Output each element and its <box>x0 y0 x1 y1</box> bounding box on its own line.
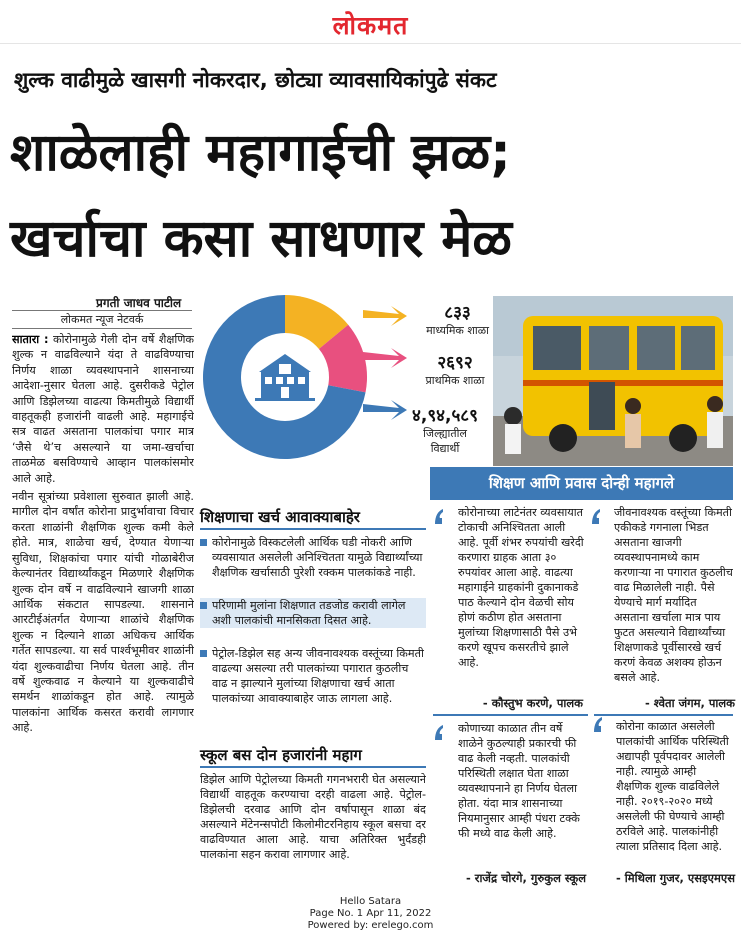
quote-icon <box>433 508 451 524</box>
agency-credit: लोकमत न्यूज नेटवर्क <box>12 310 192 329</box>
newspaper-logo: लोकमत <box>332 11 409 40</box>
quote-author-1: - कौस्तुभ करणे, पालक <box>482 696 583 710</box>
stat-label: माध्यमिक शाळा <box>426 324 489 337</box>
arrow-icon <box>363 348 407 368</box>
body-paragraph-2: नवीन सूत्रांच्या प्रवेशाला सुरुवात झाली आहे. मागील दोन वर्षांत कोरोना प्रादुर्भावाचा विचार करता शाळांनी शैक्षणिक शुल्क कमी केले होते. मात्र, शाळेचा खर्च, देण्यात येणाऱ्या सुविधा, शिक्षकांचा पगार यांची गोळाबेरीज केल्यानंतर विद्यार्थ्यांकडून मिळणारे शैक्षणिक शुल्क दोन वर्षे न वाढविल्याने खाजगी शाळा आर्थिक संकटात सापडल्या. शासनाने आरटीईअंतर्गत येणाऱ्या शाळांचे शैक्षणिक शुल्क न दिल्याने शाळा अधिकच आर्थिक गर्तेत सापडल्या. या सर्व पार्श्वभूमीवर शाळांनी यंदा शुल्कवाढीचा निर्णय घेतला आहे. तीन वर्षे शुल्कवाढ न केल्याने या शुल्कवाढीचे समर्थन शाळांकडून होत आहे. त्यामुळे पालकांना आर्थिक कसरत करावी लागणार आहे. <box>12 490 194 735</box>
stat-label: जिल्ह्यातील <box>423 427 467 440</box>
section-rule <box>200 528 426 530</box>
stat-value: ४,९४,५८९ <box>412 406 478 426</box>
body-text-1: कोरोनामुळे गेली दोन वर्षे शैक्षणिक शुल्क न वाढविल्याने यंदा ते वाढविण्याचा निर्णय शाळा व्यवस्थापनाने शासनाच्या आदेशा-नुसार घेतला आहे. दुसरीकडे पेट्रोल आणि डिझेलच्या वाढत्या किमतीमुळे विद्यार्थी वाहतूकही हजारांनी वाढली आहे. महागाईचे सत्र वाढत असताना पालकांचा पगार मात्र ‘जैसे थे’च असल्याने या जमा-खर्चाचा ताळमेळ बसविण्याचे आव्हान पालकांसमोर आले आहे. <box>12 333 194 485</box>
headline-line-2: खर्चाचा कसा साधणार मेळ <box>10 209 512 269</box>
school-bus-photo <box>493 296 733 466</box>
section-banner: शिक्षण आणि प्रवास दोन्ही महागले <box>430 467 733 500</box>
quote-author-3: - राजेंद्र चोरगे, गुरुकुल स्कूल <box>465 871 586 885</box>
quote-1: कोरोनाच्या लाटेनंतर व्यवसायात टोकाची अनिश्चितता आली आहे. पूर्वी शंभर रुपयांची खरेदी करणारा ग्राहक आता ३० रुपयांवर आला आहे. वाढत्या महागाईने ग्राहकांनी दुकानाकडे पाठ केल्याने दोन वेळची सोय होणं कठीण होत असताना मुलांच्या शिक्षणासाठी पैसे उभे करणे खूपच कसरतीचे झाले आहे. <box>458 506 584 669</box>
section-title-education: शिक्षणाचा खर्च आवाक्याबाहेर <box>200 508 360 526</box>
body-paragraph-1 <box>12 332 194 486</box>
bullet-item: कोरोनामुळे विस्कटलेली आर्थिक घडी नोकरी आणि व्यवसायात असलेली अनिश्चितता यामुळे विद्यार्थ्यांच्या शैक्षणिक खर्चासाठी पुरेशी रक्कम पालकांकडे नाही. <box>200 535 426 580</box>
dateline: सातारा : <box>12 333 49 346</box>
stat-value: ८३३ <box>444 303 471 323</box>
footer-credit: Powered by: erelego.com <box>307 920 434 931</box>
arrow-icon <box>363 306 407 326</box>
donut-chart <box>200 292 370 462</box>
stat-secondary-schools <box>420 300 495 338</box>
stat-value: २६९२ <box>437 353 473 373</box>
quote-icon <box>433 724 451 740</box>
quote-icon <box>592 716 610 732</box>
section-title-bus: स्कूल बस दोन हजारांनी महाग <box>200 746 362 764</box>
quote-author-2: - श्वेता जंगम, पालक <box>645 696 735 710</box>
kicker: शुल्क वाढीमुळे खासगी नोकरदार, छोट्या व्यावसायिकांपुढे संकट <box>14 68 497 92</box>
section-rule <box>200 766 426 768</box>
stat-label-2: विद्यार्थी <box>430 442 460 455</box>
stat-primary-schools <box>415 350 495 388</box>
bus-body-text: डिझेल आणि पेट्रोलच्या किमती गगनभरारी घेत असल्याने विद्यार्थी वाहतूक करण्याचा दरही वाढला आहे. पेट्रोल-डिझेलची दरवाढ आणि दोन वर्षापासून शाळा बंद असल्याने मेंटेनन्सपोटी किलोमीटरनिहाय स्कूल बसचा दर वाढविण्यात आला आहे. याचा अतिरिक्त भुर्दंडही पालकांना सहन करावा लागणार आहे. <box>200 773 426 861</box>
article-body <box>12 332 194 892</box>
masthead <box>0 0 741 44</box>
quote-rule <box>433 714 588 716</box>
byline: प्रगती जाधव पाटील <box>96 296 182 310</box>
quote-rule <box>594 714 733 716</box>
footer-edition: Hello Satara <box>339 896 402 907</box>
quote-icon <box>590 508 608 524</box>
quote-2: जीवनावश्यक वस्तूंच्या किमती एकीकडे गगनाला भिडत असताना खाजगी व्यवस्थापनामध्ये काम करणाऱ्या ना पगारात कुठलीच वाढ मिळालेली नाही. पैसे येण्याचे मार्ग मर्यादित असताना खर्चाला मात्र पाय फुटत असल्याने विद्यार्थ्यांच्या शिक्षणाकडे पूर्वीसारखे खर्च करणं केवळ अशक्य होऊन बसले आहे. <box>614 506 733 684</box>
bullet-item: परिणामी मुलांना शिक्षणात तडजोड करावी लागेल अशी पालकांची मानसिकता दिसत आहे. <box>200 598 426 628</box>
quote-3: कोणाच्या काळात तीन वर्षे शाळेने कुठल्याही प्रकारची फी वाढ केली नव्हती. पालकांची परिस्थिती लक्षात घेता शाळा व्यवस्थापनाने हा निर्णय घेतला होता. यंदा मात्र शासनाच्या नियमानुसार आम्ही पंधरा टक्के फी मध्ये वाढ केली आहे. <box>458 722 580 840</box>
stat-district-students <box>398 403 492 456</box>
stat-label: प्राथमिक शाळा <box>425 374 485 387</box>
headline-line-1: शाळेलाही महागाईची झळ; <box>10 123 511 183</box>
footer-page-date: Page No. 1 Apr 11, 2022 <box>309 908 432 919</box>
quote-4: कोरोना काळात असलेली पालकांची आर्थिक परिस्थिती अद्यापही पूर्वपदावर आलेली नाही. त्यामुळे आम्ही शैक्षणिक शुल्क वाढविलेले नाही. २०१९-२०२० मध्ये असलेली फी घेण्याचे आम्ही ठरविले आहे. पालकांनीही त्याला प्रतिसाद दिला आहे. <box>616 720 729 853</box>
bullet-item: पेट्रोल-डिझेल सह अन्य जीवनावश्यक वस्तूंच्या किमती वाढल्या असल्या तरी पालकांच्या पगारात कुठलीच वाढ न झाल्याने मुलांच्या शिक्षणाचा खर्च आता पालकांच्या आवाक्याबाहेर जाऊ लागला आहे. <box>200 646 426 706</box>
quote-author-4: - मिथिला गुजर, एसइएमएस <box>616 871 735 885</box>
page-footer <box>0 896 741 932</box>
